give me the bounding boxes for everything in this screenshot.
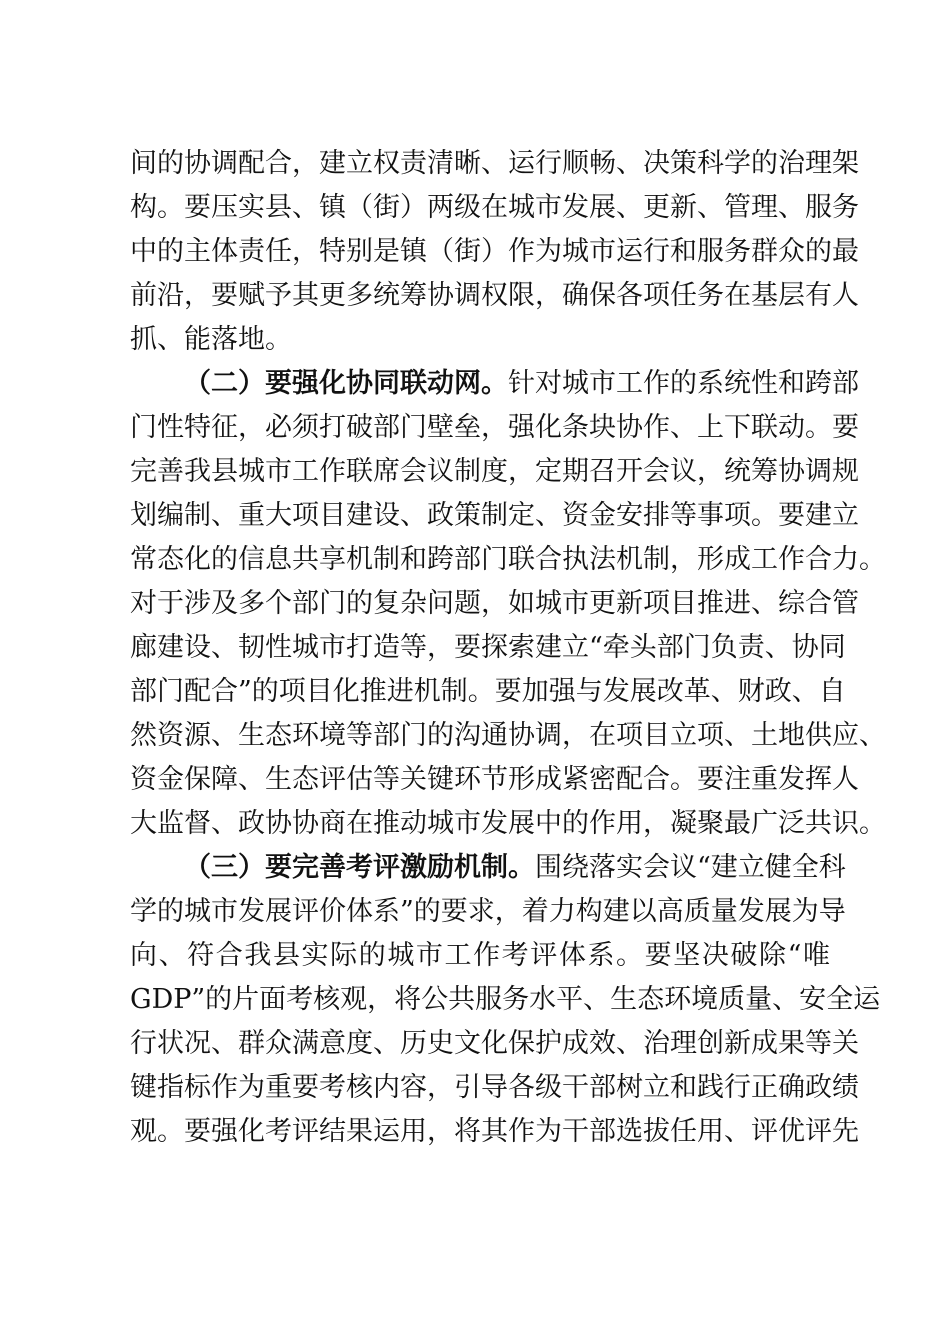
text-line: 门性特征，必须打破部门壁垒，强化条块协作、上下联动。要 xyxy=(130,412,859,443)
section-3-heading: （三）要完善考评激励机制。 xyxy=(184,852,535,883)
text-line: 部门配合”的项目化推进机制。要加强与发展改革、财政、自 xyxy=(130,676,846,707)
text-line: 抓、能落地。 xyxy=(130,324,292,355)
text-line: GDP”的片面考核观，将公共服务水平、生态环境质量、安全运 xyxy=(130,984,881,1015)
text-line: 划编制、重大项目建设、政策制定、资金安排等事项。要建立 xyxy=(130,500,859,531)
section-3-first-line xyxy=(184,846,846,890)
text-line: 常态化的信息共享机制和跨部门联合执法机制，形成工作合力。 xyxy=(130,544,886,575)
text-line: 键指标作为重要考核内容，引导各级干部树立和践行正确政绩 xyxy=(130,1072,859,1103)
text-line: 向、符合我县实际的城市工作考评体系。要坚决破除“唯 xyxy=(130,940,830,971)
section-2-first-line xyxy=(184,362,859,406)
section-2-heading: （二）要强化协同联动网。 xyxy=(184,368,508,399)
section-2-text: 针对城市工作的系统性和跨部 xyxy=(508,368,859,399)
text-line: 前沿，要赋予其更多统筹协调权限，确保各项任务在基层有人 xyxy=(130,280,859,311)
text-line: 大监督、政协协商在推动城市发展中的作用，凝聚最广泛共识。 xyxy=(130,808,886,839)
text-line: 观。要强化考评结果运用，将其作为干部选拔任用、评优评先 xyxy=(130,1116,859,1147)
text-line: 中的主体责任，特别是镇（街）作为城市运行和服务群众的最 xyxy=(130,236,859,267)
section-3-text: 围绕落实会议“建立健全科 xyxy=(535,852,846,883)
text-line: 学的城市发展评价体系”的要求，着力构建以高质量发展为导 xyxy=(130,896,846,927)
text-line: 资金保障、生态评估等关键环节形成紧密配合。要注重发挥人 xyxy=(130,764,859,795)
text-line: 间的协调配合，建立权责清晰、运行顺畅、决策科学的治理架 xyxy=(130,148,859,179)
text-line: 廊建设、韧性城市打造等，要探索建立“牵头部门负责、协同 xyxy=(130,632,846,663)
text-line: 行状况、群众满意度、历史文化保护成效、治理创新成果等关 xyxy=(130,1028,859,1059)
text-line: 完善我县城市工作联席会议制度，定期召开会议，统筹协调规 xyxy=(130,456,859,487)
text-line: 然资源、生态环境等部门的沟通协调，在项目立项、土地供应、 xyxy=(130,720,886,751)
text-line: 构。要压实县、镇（街）两级在城市发展、更新、管理、服务 xyxy=(130,192,859,223)
text-line: 对于涉及多个部门的复杂问题，如城市更新项目推进、综合管 xyxy=(130,588,859,619)
